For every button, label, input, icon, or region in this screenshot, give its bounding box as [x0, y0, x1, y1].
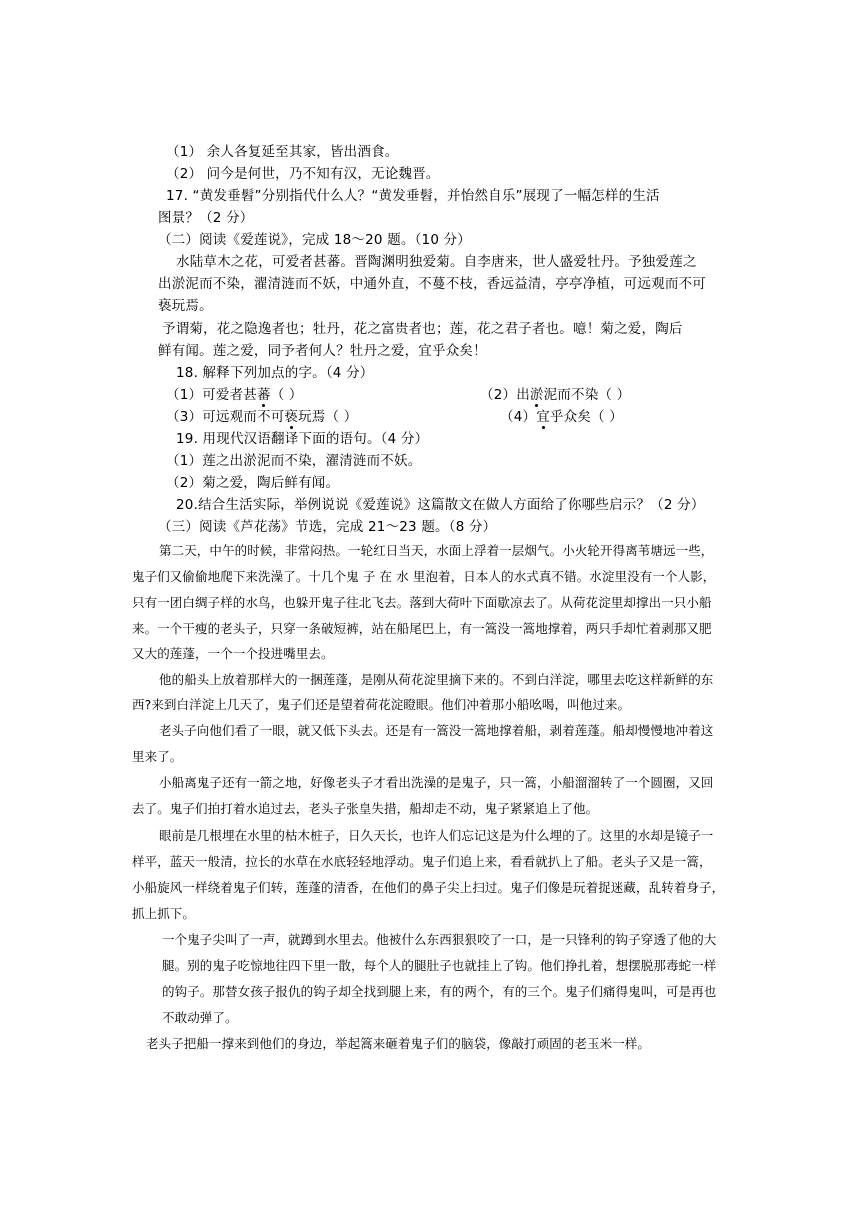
luhuadang-para-2-line-2: 西?来到白洋淀上几天了，鬼子们还是望着荷花淀瞪眼。他们冲着那小船吆喝，叫他过来。 [132, 697, 631, 712]
q18-item-3 [166, 407, 357, 427]
luhuadang-para-4-line-1: 小船离鬼子还有一箭之地，好像老头子才看出洗澡的是鬼子，只一篙，小船溜溜转了一个圆圈，又回 [159, 775, 714, 790]
q18-item-3-text: （3）可远观而不可 [166, 409, 285, 425]
ailianshuo-para-1-line-1: 水陆草木之花，可爱者甚蕃。晋陶渊明独爱菊。自李唐来，世人盛爱牡丹。予独爱莲之 [176, 254, 697, 270]
ailianshuo-para-1-line-2: 出淤泥而不染，濯清涟而不妖，中通外直，不蔓不枝，香远益清，亭亭净植，可远观而不可 [158, 276, 706, 292]
q18-heading: 18. 解释下列加点的字。（4 分） [176, 365, 374, 381]
ailianshuo-para-2-line-2: 鲜有闻。莲之爱，同予者何人？牡丹之爱，宜乎众矣！ [158, 343, 487, 359]
q18-item-2 [480, 385, 630, 405]
q18-item-2-text-end: 泥而不染 [543, 387, 599, 403]
q19-item-1: （1）莲之出淤泥而不染，濯清涟而不妖。 [166, 453, 422, 469]
luhuadang-para-4-line-2: 去了。鬼子们拍打着水追过去，老头子张皇失措，船却走不动，鬼子紧紧追上了他。 [132, 801, 599, 816]
q18-item-1 [166, 385, 303, 405]
q17-line-1: 17. “黄发垂髫”分别指代什么人？“黄发垂髫，并怡然自乐”展现了一幅怎样的生活 [166, 188, 660, 204]
luhuadang-para-2-line-1: 他的船头上放着那样大的一捆莲蓬，是刚从荷花淀里摘下来的。不到白洋淀，哪里去吃这样新鲜的东 [159, 672, 714, 687]
luhuadang-para-6-line-2: 腿。别的鬼子吃惊地往四下里一散，每个人的腿肚子也就挂上了钩。他们挣扎着，想摆脱那毒蛇一样 [162, 958, 717, 973]
q18-item-1-text: （1）可爱者甚 [166, 387, 257, 403]
answer-blank: （ ） [598, 387, 631, 403]
q20-question: 20.结合生活实际，举例说说《爱莲说》这篇散文在做人方面给了你哪些启示？（2 分） [176, 497, 705, 513]
luhuadang-para-5-line-1: 眼前是几根埋在水里的枯木桩子，日久天长，也许人们忘记这是为什么埋的了。这里的水却是镜子一 [159, 828, 714, 843]
q16-sentence-2: （2） 问今是何世，乃不知有汉，无论魏晋。 [166, 166, 440, 182]
answer-blank: （ ） [270, 387, 303, 403]
ailianshuo-para-2-line-1: 予谓菊，花之隐逸者也；牡丹，花之富贵者也；莲，花之君子者也。噫！菊之爱，陶后 [162, 321, 683, 337]
q18-item-4-text-end: 乎众矣 [549, 409, 592, 425]
q18-item-3-text-end: 玩焉 [298, 409, 326, 425]
luhuadang-para-1-line-4: 来。一个干瘦的老头子，只穿一条破短裤，站在船尾巴上，有一篙没一篙地撑着，两只手却忙着剥那又肥 [132, 621, 712, 636]
luhuadang-para-5-line-3: 小船旋风一样绕着鬼子们转，莲蓬的清香，在他们的鼻子尖上扫过。鬼子们像是玩着捉迷藏，乱转着身子， [132, 880, 725, 895]
luhuadang-para-1-line-1: 第二天，中午的时候，非常闷热。一轮红日当天，水面上浮着一层烟气。小火轮开得离苇塘远一些， [159, 543, 714, 558]
dotted-char: 宜 [536, 409, 550, 425]
luhuadang-para-1-line-2: 鬼子们又偷偷地爬下来洗澡了。十几个鬼 子 在 水 里泡着，日本人的水式真不错。水淀里没有一个人影， [132, 569, 716, 584]
q16-sentence-1: （1） 余人各复延至其家，皆出酒食。 [166, 144, 399, 160]
dotted-char: 亵 [284, 409, 299, 425]
luhuadang-para-5-line-4: 抓上抓下。 [132, 906, 196, 921]
section-3-heading: （三）阅读《芦花荡》节选，完成 21～23 题。（8 分） [158, 519, 497, 535]
luhuadang-para-1-line-3: 只有一团白绸子样的水鸟，也躲开鬼子往北飞去。落到大荷叶下面歇凉去了。从荷花淀里却撑出一只小船 [132, 595, 712, 610]
luhuadang-para-3-line-2: 里来了。 [132, 749, 183, 764]
luhuadang-para-1-line-5: 又大的莲蓬，一个一个投进嘴里去。 [132, 646, 334, 661]
luhuadang-para-7-line-1: 老头子把船一撑来到他们的身边，举起篙来砸着鬼子们的脑袋，像敲打顽固的老玉米一样。 [146, 1036, 651, 1051]
dotted-char: 淤 [529, 387, 544, 403]
q17-line-2: 图景？（2 分） [158, 210, 254, 226]
section-2-heading: （二）阅读《爱莲说》，完成 18～20 题。（10 分） [158, 232, 472, 248]
dotted-char: 蕃 [257, 387, 271, 403]
luhuadang-para-6-line-3: 的钩子。那替女孩子报仇的钩子却全找到腿上来，有的两个，有的三个。鬼子们痛得鬼叫，可是再也 [162, 984, 717, 999]
luhuadang-para-3-line-1: 老头子向他们看了一眼，就又低下头去。还是有一篙没一篙地撑着船，剥着莲蓬。船却慢慢地冲着这 [159, 723, 714, 738]
luhuadang-para-6-line-4: 不敢动弹了。 [162, 1010, 238, 1025]
luhuadang-para-6-line-1: 一个鬼子尖叫了一声，就蹲到水里去。他被什么东西狠狠咬了一口，是一只锋利的钩子穿透了他的大 [162, 932, 717, 947]
q18-item-4 [500, 407, 623, 427]
q19-heading: 19. 用现代汉语翻译下面的语句。（4 分） [176, 431, 429, 447]
q18-item-2-text: （2）出 [480, 387, 530, 403]
answer-blank: （ ） [591, 409, 623, 425]
q18-item-4-text: （4） [500, 409, 537, 425]
q19-item-2: （2）菊之爱，陶后鲜有闻。 [166, 475, 340, 491]
ailianshuo-para-1-line-3: 亵玩焉。 [158, 298, 213, 314]
luhuadang-para-5-line-2: 样平，蓝天一般清，拉长的水草在水底轻轻地浮动。鬼子们追上来，看看就扒上了船。老头子又是一篙， [132, 854, 712, 869]
answer-blank: （ ） [325, 409, 358, 425]
